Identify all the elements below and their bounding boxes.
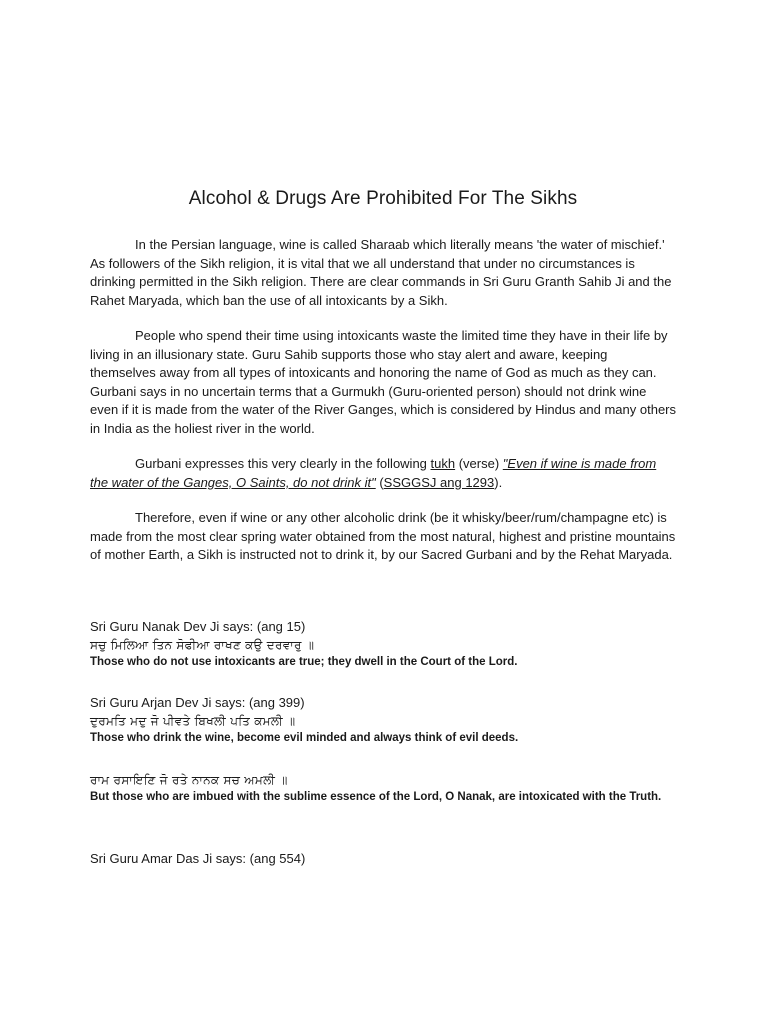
reference-close: ).: [494, 474, 503, 490]
verse-quote: "Even if wine is made from the water of the Ganges, O Saints, do not drink it": [90, 456, 657, 490]
verse-block-ram-rasain: [90, 771, 676, 805]
reference-open: (: [375, 474, 384, 490]
verse-heading: Sri Guru Amar Das Ji says: (ang 554): [90, 851, 306, 866]
paragraph-intoxicants: [90, 327, 676, 438]
verse-lead-text: Gurbani expresses this very clearly in the following: [135, 456, 431, 471]
gurmukhi-verse: ਰਾਮ ਰਸਾਇਣਿ ਜੋ ਰਤੇ ਨਾਨਕ ਸਚ ਅਮਲੀ ॥: [90, 773, 288, 787]
verse-block-nanak: [90, 618, 676, 670]
scripture-reference: SSGGSJ ang 1293: [383, 474, 495, 490]
gurmukhi-verse: ਸਚੁ ਮਿਲਿਆ ਤਿਨ ਸੋਫੀਆ ਰਾਖਣ ਕਉ ਦਰਵਾਰੁ ॥: [90, 638, 315, 652]
verse-translation: Those who do not use intoxicants are true; they dwell in the Court of the Lord.: [90, 656, 518, 668]
gurmukhi-verse: ਦੁਰਮਤਿ ਮਦੁ ਜੋ ਪੀਵਤੇ ਬਿਖਲੀ ਪਤਿ ਕਮਲੀ ॥: [90, 714, 296, 728]
paragraph-intro: [90, 236, 676, 310]
verse-translation: Those who drink the wine, become evil minded and always think of evil deeds.: [90, 732, 519, 744]
verse-heading: Sri Guru Arjan Dev Ji says: (ang 399): [90, 695, 305, 710]
paragraph-intoxicants-text: People who spend their time using intoxicants waste the limited time they have in their life by living in an illusionary state. Guru Sahib supports those who stay alert and aware, keeping themselves away from all types of intoxicants and honoring the name of God as much as they can. Gurbani says in no uncertain terms that a Gurmukh (Guru-oriented person) should not drink wine even if it is made from the water of the River Ganges, which is considered by Hindus and many others in India as the holiest river in the world.: [90, 328, 677, 436]
paragraph-spring-water: [90, 509, 676, 565]
paragraph-intro-text: In the Persian language, wine is called Sharaab which literally means 'the water of mischief.' As followers of the Sikh religion, it is vital that we all understand that under no circumstances is drinking permitted in the Sikh religion. There are clear commands in Sri Guru Granth Sahib Ji and the Rahet Maryada, which ban the use of all intoxicants by a Sikh.: [90, 237, 672, 308]
verse-heading: Sri Guru Nanak Dev Ji says: (ang 15): [90, 619, 306, 634]
tukh-term: tukh: [430, 456, 456, 471]
paragraph-spring-water-text: Therefore, even if wine or any other alcoholic drink (be it whisky/beer/rum/champagne etc) is made from the most clear spring water obtained from the most natural, highest and pristine mountains of mother Earth, a Sikh is instructed not to drink it, by our Sacred Gurbani and by the Rehat Maryada.: [90, 510, 676, 562]
verse-translation: But those who are imbued with the sublime essence of the Lord, O Nanak, are intoxicated with the Truth.: [90, 791, 662, 803]
verse-block-arjan: [90, 694, 676, 746]
paragraph-gurbani-verse: [90, 455, 676, 492]
page-title: Alcohol & Drugs Are Prohibited For The Sikhs: [188, 188, 578, 209]
verse-label-text: (verse): [455, 456, 503, 471]
verse-block-amar-das: [90, 850, 676, 868]
